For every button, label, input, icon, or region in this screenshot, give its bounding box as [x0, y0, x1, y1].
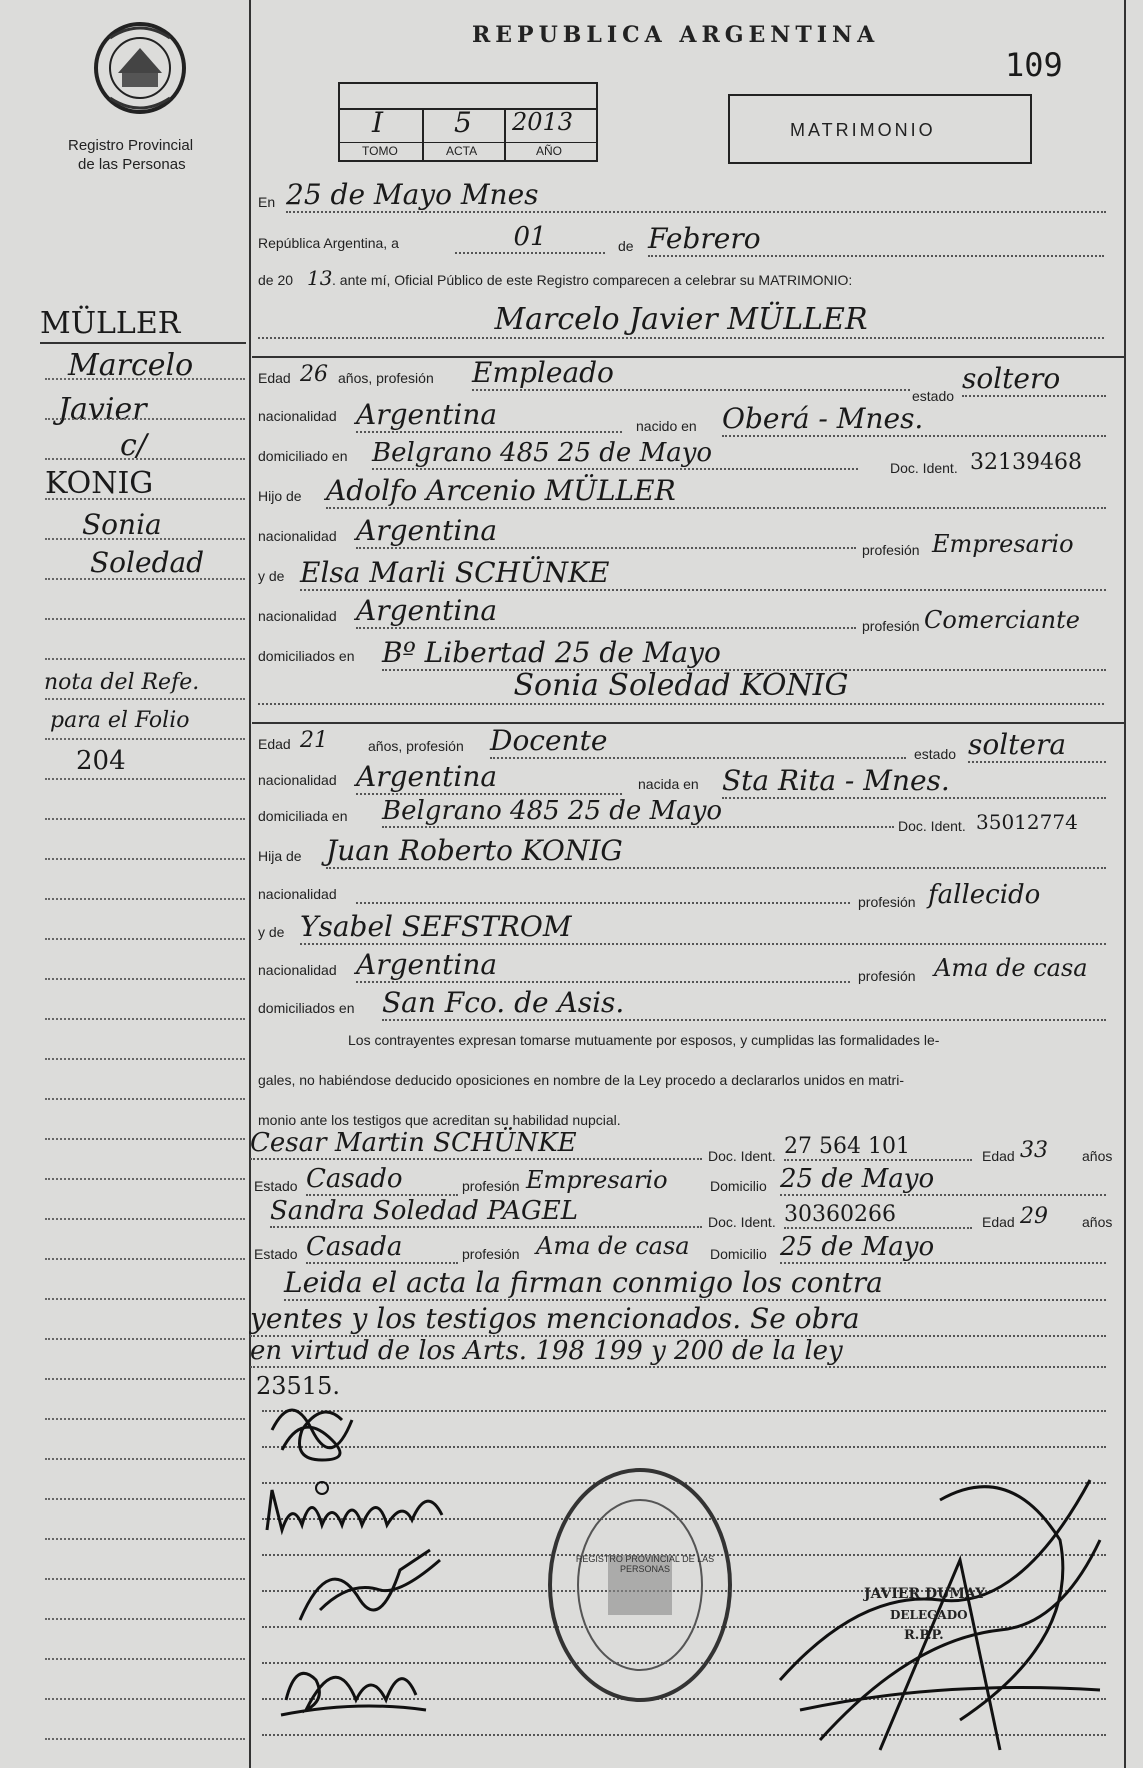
witness-2-address: 25 de Mayo — [780, 1232, 1106, 1264]
witness-1-name: Cesar Martin SCHÜNKE — [250, 1128, 702, 1160]
margin-name-1a: Marcelo — [68, 348, 194, 383]
republic-label: República Argentina, a — [258, 235, 399, 251]
day-value: 01 — [455, 222, 605, 254]
month-label: de — [618, 238, 634, 254]
witness-1-years-label: años — [1082, 1148, 1113, 1164]
bride-father-nationality — [356, 880, 850, 904]
officer-stamp-title: DELEGADO — [890, 1608, 968, 1622]
witness-2-years-label: años — [1082, 1214, 1113, 1230]
place-value: 25 de Mayo Mnes — [286, 178, 1106, 213]
bride-profession-label: años, profesión — [368, 738, 464, 754]
bride-full-name: Sonia Soledad KONIG — [258, 668, 1104, 705]
groom-parents-address-label: domiciliados en — [258, 648, 355, 664]
signature-bride — [276, 1640, 436, 1720]
page-number: 109 — [1005, 46, 1063, 84]
left-column-divider — [249, 0, 251, 1768]
bride-status-label: estado — [914, 746, 957, 762]
groom-mother-nationality: Argentina — [356, 594, 856, 629]
witness-2-profession: Ama de casa — [536, 1232, 690, 1260]
bride-mother: Ysabel SEFSTROM — [300, 910, 1106, 945]
margin-conjunction: c/ — [120, 428, 147, 463]
groom-birthplace-label: nacido en — [636, 418, 697, 434]
bride-parents-address-label: domiciliados en — [258, 1000, 355, 1016]
margin-underline — [40, 342, 246, 344]
bride-father-nationality-label: nacionalidad — [258, 886, 337, 902]
appearance-statement: . ante mí, Oficial Público de este Registro comparecen a celebrar su MATRIMONIO: — [332, 272, 853, 288]
margin-name-2a: Sonia — [82, 508, 162, 541]
witness-2-age: 29 — [1020, 1204, 1048, 1229]
registry-name-line2: de las Personas — [78, 156, 186, 173]
bride-birthplace: Sta Rita - Mnes. — [722, 764, 1106, 799]
margin-name-2b: Soledad — [90, 546, 205, 579]
bride-nationality: Argentina — [356, 760, 622, 795]
witness-1-status-label: Estado — [254, 1178, 298, 1194]
closing-line-2: yentes y los testigos mencionados. Se obra — [250, 1302, 1106, 1337]
witness-1-profession: Empresario — [526, 1166, 668, 1194]
bride-parent-label: Hija de — [258, 848, 302, 864]
month-value: Febrero — [648, 222, 1104, 257]
groom-id: 32139468 — [970, 450, 1082, 475]
place-label: En — [258, 194, 276, 210]
signature-witness-1 — [262, 1390, 372, 1470]
bride-profession: Docente — [490, 724, 906, 759]
declaration-line-1: Los contrayentes expresan tomarse mutuamente por esposos, y cumplidas las formalidades le- — [348, 1032, 940, 1048]
bride-father-profession-label: profesión — [858, 894, 916, 910]
registry-name-line1: Registro Provincial — [68, 137, 194, 154]
officer-stamp-org: R.P.P. — [904, 1628, 944, 1643]
tomo-label: TOMO — [362, 144, 398, 158]
closing-line-1: Leida el acta la firman conmigo los contra — [284, 1266, 1106, 1301]
bride-age-label: Edad — [258, 736, 291, 752]
groom-age: 26 — [300, 362, 328, 387]
bride-address-label: domiciliada en — [258, 808, 348, 824]
groom-full-name: Marcelo Javier MÜLLER — [258, 302, 1104, 339]
document-type-box — [728, 94, 1032, 164]
witness-1-address: 25 de Mayo — [780, 1164, 1106, 1196]
bride-mother-profession: Ama de casa — [934, 954, 1088, 982]
signature-groom — [290, 1540, 450, 1630]
witness-1-id: 27 564 101 — [784, 1134, 972, 1161]
officer-stamp-name: JAVIER DUMAY — [864, 1586, 986, 1602]
groom-father-profession: Empresario — [932, 530, 1074, 558]
bride-id: 35012774 — [976, 810, 1078, 834]
margin-note-1: nota del Refe. — [44, 670, 200, 695]
official-stamp-text: REGISTRO PROVINCIAL DE LAS PERSONAS — [575, 1554, 715, 1574]
groom-mother-nationality-label: nacionalidad — [258, 608, 337, 624]
groom-age-label: Edad — [258, 370, 291, 386]
groom-father-profession-label: profesión — [862, 542, 920, 558]
closing-line-3: en virtud de los Arts. 198 199 y 200 de la ley — [250, 1336, 1106, 1368]
bride-mother-nationality-label: nacionalidad — [258, 962, 337, 978]
groom-mother: Elsa Marli SCHÜNKE — [300, 556, 1106, 591]
witness-2-name: Sandra Soledad PAGEL — [270, 1196, 702, 1228]
groom-id-label: Doc. Ident. — [890, 460, 958, 476]
margin-surname-2: KONIG — [45, 466, 154, 501]
acta-value: 5 — [454, 106, 472, 139]
groom-profession-label: años, profesión — [338, 370, 434, 386]
margin-note-2: para el Folio — [50, 708, 190, 733]
groom-parents-address: Bº Libertad 25 de Mayo — [382, 636, 1106, 671]
year-value: 13 — [307, 266, 333, 290]
signature-witness-2 — [262, 1480, 452, 1540]
margin-surname-1: MÜLLER — [40, 306, 181, 341]
witness-2-age-label: Edad — [982, 1214, 1015, 1230]
declaration-line-3: monio ante los testigos que acreditan su habilidad nupcial. — [258, 1112, 621, 1128]
margin-note-3: 204 — [76, 746, 126, 776]
registry-official-stamp — [540, 1460, 740, 1710]
groom-parent-label: Hijo de — [258, 488, 302, 504]
bride-birthplace-label: nacida en — [638, 776, 699, 792]
bride-father-profession: fallecido — [928, 880, 1041, 910]
bride-status: soltera — [968, 728, 1106, 763]
declaration-line-2: gales, no habiéndose deducido oposiciones en nombre de la Ley procedo a declararlos unidos en matri- — [258, 1072, 904, 1088]
right-border — [1124, 0, 1126, 1768]
witness-2-id: 30360266 — [784, 1202, 972, 1229]
provincial-seal-icon — [90, 18, 190, 118]
witness-2-status: Casada — [306, 1232, 458, 1264]
groom-nationality: Argentina — [356, 398, 622, 433]
year-prefix: de 20 — [258, 272, 294, 288]
document-type-label: MATRIMONIO — [790, 120, 936, 140]
bride-nationality-label: nacionalidad — [258, 772, 337, 788]
witness-1-age: 33 — [1020, 1138, 1048, 1163]
groom-profession: Empleado — [472, 356, 910, 391]
groom-birthplace: Oberá - Mnes. — [722, 402, 1106, 437]
witness-2-id-label: Doc. Ident. — [708, 1214, 776, 1230]
groom-address-label: domiciliado en — [258, 448, 348, 464]
groom-address: Belgrano 485 25 de Mayo — [372, 438, 858, 470]
acta-label: ACTA — [446, 144, 478, 158]
groom-mother-profession: Comerciante — [924, 606, 1080, 634]
bride-address: Belgrano 485 25 de Mayo — [382, 796, 894, 828]
country-title: REPUBLICA ARGENTINA — [472, 22, 880, 48]
bride-id-label: Doc. Ident. — [898, 818, 966, 834]
groom-mother-label: y de — [258, 568, 285, 584]
witness-1-age-label: Edad — [982, 1148, 1015, 1164]
witness-2-profession-label: profesión — [462, 1246, 520, 1262]
groom-status: soltero — [962, 362, 1106, 397]
groom-mother-profession-label: profesión — [862, 618, 920, 634]
bride-mother-label: y de — [258, 924, 285, 940]
margin-name-1b: Javier — [58, 392, 147, 427]
ano-value: 2013 — [512, 108, 574, 136]
witness-1-address-label: Domicilio — [710, 1178, 767, 1194]
witness-1-id-label: Doc. Ident. — [708, 1148, 776, 1164]
groom-father-nationality: Argentina — [356, 514, 856, 549]
record-number-box — [338, 82, 598, 162]
bride-parents-address: San Fco. de Asis. — [382, 986, 1106, 1021]
groom-father-nationality-label: nacionalidad — [258, 528, 337, 544]
witness-1-profession-label: profesión — [462, 1178, 520, 1194]
bride-age: 21 — [300, 728, 328, 753]
bride-mother-nationality: Argentina — [356, 948, 850, 983]
witness-2-address-label: Domicilio — [710, 1246, 767, 1262]
groom-status-label: estado — [912, 388, 955, 404]
groom-nationality-label: nacionalidad — [258, 408, 337, 424]
closing-line-4: 23515. — [256, 1372, 340, 1400]
witness-2-status-label: Estado — [254, 1246, 298, 1262]
groom-father: Adolfo Arcenio MÜLLER — [326, 474, 1106, 509]
bride-mother-profession-label: profesión — [858, 968, 916, 984]
ano-label: AÑO — [536, 144, 563, 158]
witness-1-status: Casado — [306, 1164, 458, 1196]
tomo-value: I — [372, 106, 384, 139]
bride-father: Juan Roberto KONIG — [326, 834, 1106, 869]
